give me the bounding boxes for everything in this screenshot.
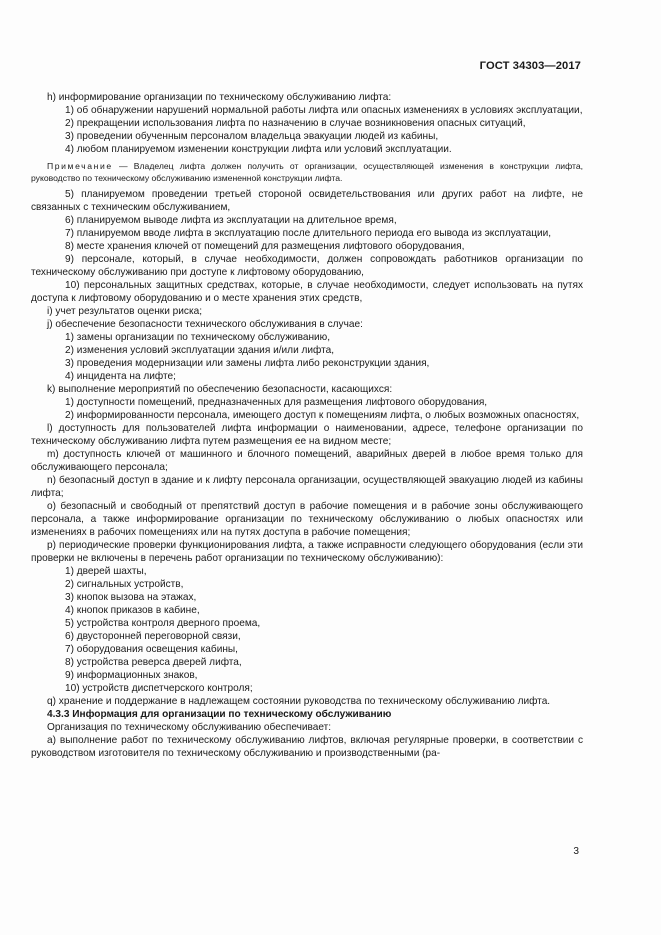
paragraph-text: 7) оборудования освещения кабины, [65,644,238,655]
paragraph [31,240,583,253]
paragraph [31,630,583,643]
paragraph-text: 10) устройств диспетчерского контроля; [65,683,253,694]
paragraph-text: 8) месте хранения ключей от помещений для размещения лифтового оборудования, [65,241,465,252]
document-body [31,91,583,760]
paragraph [31,318,583,331]
paragraph-text: 9) персонале, который, в случае необходимости, должен сопровождать работников организации по техническому обслуживанию при доступе к лифтовому оборудованию, [31,254,583,278]
paragraph-text: 5) планируемом проведении третьей стороной освидетельствования или других работ на лифте, не связанных с техническим обслуживанием, [31,189,583,213]
paragraph [31,539,583,565]
paragraph-text: l) доступность для пользователей лифта информации о наименовании, адресе, телефоне организации по техническому обслуживанию лифта путем размещения ее на видном месте; [31,423,583,447]
paragraph [31,130,583,143]
paragraph [31,305,583,318]
paragraph-text: q) хранение и поддержание в надлежащем состоянии руководства по техническому обслуживанию лифта. [47,696,551,707]
paragraph [31,682,583,695]
paragraph [31,279,583,305]
section-heading [31,708,583,721]
paragraph [31,104,583,117]
paragraph [31,188,583,214]
paragraph-text: 1) замены организации по техническому обслуживанию, [65,332,331,343]
paragraph-text: 6) планируемом выводе лифта из эксплуатации на длительное время, [65,215,397,226]
paragraph [31,578,583,591]
paragraph-text: 4) кнопок приказов в кабине, [65,605,200,616]
paragraph-text: 3) кнопок вызова на этажах, [65,592,197,603]
paragraph-text: 3) проведения модернизации или замены лифта либо реконструкции здания, [65,358,430,369]
paragraph-text: — Владелец лифта должен получить от организации, осуществляющей изменения в конструкции лифта, руководство по техническому обслуживанию измененной конструкции лифта. [31,161,583,183]
paragraph-text: 2) сигнальных устройств, [65,579,184,590]
paragraph [31,357,583,370]
page-number: 3 [573,846,579,857]
paragraph-text: 9) информационных знаков, [65,670,198,681]
paragraph-text: 2) прекращении использования лифта по назначению в случае возникновения опасных ситуаций, [65,118,526,129]
paragraph-text: 1) дверей шахты, [65,566,147,577]
paragraph-text: 1) об обнаружении нарушений нормальной работы лифта или опасных изменениях в условиях эксплуатации, [65,105,583,116]
paragraph [31,721,583,734]
paragraph [31,117,583,130]
paragraph [31,344,583,357]
paragraph-text: p) периодические проверки функционирования лифта, а также исправности следующего оборудования (если эти проверки не включены в перечень работ организации по техническому обслуживанию): [31,540,583,564]
paragraph [31,448,583,474]
paragraph-text: h) информирование организации по техническому обслуживанию лифта: [47,92,392,103]
paragraph-text: 5) устройства контроля дверного проема, [65,618,261,629]
paragraph-text: n) безопасный доступ в здание и к лифту персонала организации, осуществляющей эвакуацию людей из кабины лифта; [31,475,583,499]
paragraph-text: j) обеспечение безопасности технического обслуживания в случае: [47,319,363,330]
paragraph [31,253,583,279]
standard-number: ГОСТ 34303—2017 [479,60,581,72]
paragraph-text: 7) планируемом вводе лифта в эксплуатацию после длительного периода его вывода из эксплуатации, [65,228,552,239]
paragraph [31,617,583,630]
paragraph [31,422,583,448]
paragraph [31,734,583,760]
paragraph [31,643,583,656]
paragraph-text: 4) любом планируемом изменении конструкции лифта или условий эксплуатации. [65,144,452,155]
paragraph [31,396,583,409]
paragraph [31,474,583,500]
paragraph-text: Организация по техническому обслуживанию обеспечивает: [47,722,332,733]
paragraph [31,409,583,422]
paragraph [31,143,583,156]
paragraph-text: 2) изменения условий эксплуатации здания и/или лифта, [65,345,335,356]
note-paragraph [31,161,583,184]
paragraph [31,565,583,578]
paragraph [31,591,583,604]
paragraph-text: i) учет результатов оценки риска; [47,306,202,317]
paragraph-text: 8) устройства реверса дверей лифта, [65,657,242,668]
paragraph-text: o) безопасный и свободный от препятствий доступ в рабочие помещения и в рабочие зоны обслуживающего персонала, а также информирование организации по техническому обслуживанию о любых опасностях или изменениях в рабочих помещениях или на путях доступа в рабочие помещения; [31,501,583,538]
paragraph-text: 4) инцидента на лифте; [65,371,176,382]
paragraph-text: 1) доступности помещений, предназначенных для размещения лифтового оборудования, [65,397,488,408]
paragraph-text: 4.3.3 Информация для организации по техническому обслуживанию [47,709,392,720]
paragraph-text: 2) информированности персонала, имеющего доступ к помещениям лифта, о любых возможных опасностях, [65,410,580,421]
paragraph [31,383,583,396]
paragraph [31,656,583,669]
paragraph [31,604,583,617]
paragraph-text: a) выполнение работ по техническому обслуживанию лифтов, включая регулярные проверки, в соответствии с руководством изготовителя по техническому обслуживанию и производственными (ра- [31,735,583,759]
paragraph [31,695,583,708]
paragraph [31,227,583,240]
paragraph-text: m) доступность ключей от машинного и блочного помещений, аварийных дверей в любое время только для обслуживающего персонала; [31,449,583,473]
paragraph [31,500,583,539]
paragraph [31,331,583,344]
paragraph-text: 3) проведении обученным персоналом владельца эвакуации людей из кабины, [65,131,439,142]
paragraph-text: k) выполнение мероприятий по обеспечению безопасности, касающихся: [47,384,393,395]
paragraph-text: 10) персональных защитных средствах, которые, в случае необходимости, следует использовать на путях доступа к лифтовому оборудованию и о месте хранения этих средств, [31,280,583,304]
paragraph [31,669,583,682]
paragraph [31,370,583,383]
paragraph [31,91,583,104]
note-label: Примечание [47,161,113,171]
paragraph [31,214,583,227]
paragraph-text: 6) двусторонней переговорной связи, [65,631,241,642]
